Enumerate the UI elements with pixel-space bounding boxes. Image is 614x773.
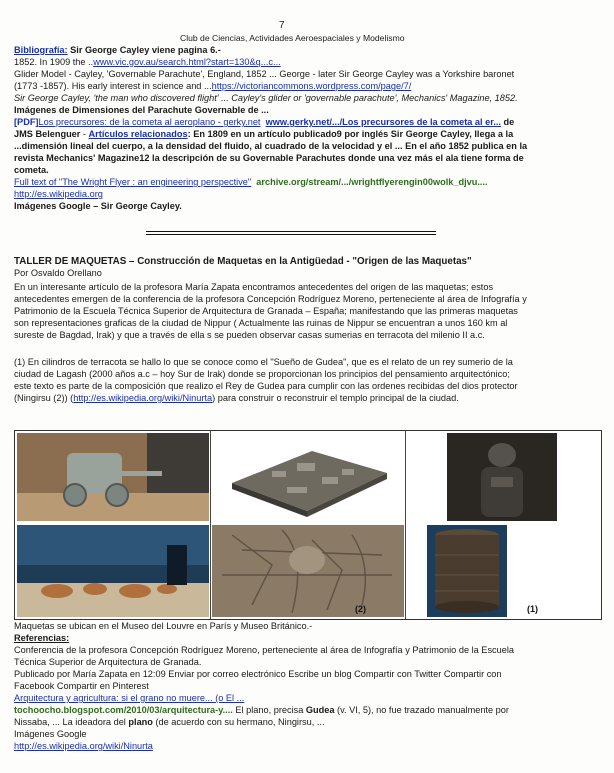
wright-flyer-link[interactable]: Full text of "The Wright Flyer : an engineering perspective"	[14, 177, 252, 187]
biblio-line-12	[14, 189, 103, 200]
paragraph-2-line-4	[14, 393, 459, 404]
image-label-1: (1)	[527, 604, 538, 614]
terracotta-animals-image	[17, 525, 209, 617]
biblio-line-7	[14, 129, 513, 140]
reference-text: plano	[128, 717, 153, 727]
bibliografia-label: Bibliografía:	[14, 45, 68, 55]
biblio-text: (1773 -1857). His early interest in science and ...	[14, 81, 212, 91]
paragraph-1-line-2: antecedentes emergen de la conferencia de la profesora Concepción Rodríguez Moreno, perteneciente al área de Infografía y	[14, 294, 527, 304]
biblio-line-1	[14, 57, 281, 68]
pdf-tag: [PDF]	[14, 117, 39, 127]
biblio-text: 1852. In 1909 the ..	[14, 57, 94, 67]
reference-line-1: Conferencia de la profesora Concepción Rodríguez Moreno, perteneciente al área de Infografía y Patrimonio de la Escuela	[14, 645, 514, 655]
biblio-line-10: cometa.	[14, 165, 49, 175]
paragraph-1-line-1: En un interesante artículo de la profesora María Zapata encontramos antecedentes del origen de las maquetas; estos	[14, 282, 494, 292]
arquitectura-link[interactable]: Arquitectura y agricultura: si el grano no muere... (o El ...	[14, 693, 245, 703]
biblio-line-3	[14, 81, 411, 92]
separator-line	[146, 231, 436, 235]
related-articles-link[interactable]: Artículos relacionados	[88, 129, 188, 139]
club-header: Club de Ciencias, Actividades Aeroespaciales y Modelismo	[180, 33, 405, 43]
paragraph-2-line-1: (1) En cilindros de terracota se hallo lo que se conoce como el "Sueño de Gudea", que es el relato de un rey sumerio de la	[14, 357, 513, 367]
paragraph-text: ) para construir o reconstruir el templo principal de la ciudad.	[212, 393, 459, 403]
reference-line-4: Facebook Compartir en Pinterest	[14, 681, 149, 691]
biblio-line-6	[14, 117, 514, 128]
paragraph-1-line-5: sureste de Bagdad, Irak) y que a través de ella s se pueden observar casas sumerias en terracota del milenio II a.c.	[14, 330, 485, 340]
reference-line-6	[14, 705, 509, 716]
wheeled-cart-image	[17, 433, 209, 521]
reference-line-3: Publicado por María Zapata en 12:09 Enviar por correo electrónico Escribe un blog Compartir con Twitter Compartir con	[14, 669, 502, 679]
reference-line-7	[14, 717, 325, 728]
biblio-line-2: Glider Model - Cayley, 'Governable Parachute', England, 1852 ... George - later Sir George Cayley was a Yorkshire baronet	[14, 69, 515, 79]
biblio-line-13: Imágenes Google – Sir George Cayley.	[14, 201, 182, 211]
gudea-cylinder-image	[407, 525, 599, 617]
image-label-2: (2)	[355, 604, 366, 614]
image-grid	[14, 430, 602, 620]
archive-url[interactable]: archive.org/stream/.../wrightflyerengin00wolk_djvu....	[256, 177, 488, 187]
victoriancommons-link[interactable]: https://victoriancommons.wordpress.com/page/7/	[211, 81, 412, 91]
page-number: 7	[279, 20, 285, 31]
paragraph-1-line-4: son representaciones graficas de la ciudad de Nippur ( Actualmente las ruinas de Nippur se encuentran a unos 160 km al	[14, 318, 508, 328]
reference-line-8: Imágenes Google	[14, 729, 87, 739]
nippur-city-model-image	[212, 433, 404, 521]
reference-text: Nissaba, ... La ideadora del	[14, 717, 129, 727]
reference-text: El plano, precisa	[232, 705, 306, 715]
wikipedia-link[interactable]: http://es.wikipedia.org	[14, 189, 103, 199]
paragraph-1-line-3: Patrimonio de la Escuela Técnica Superior de Arquitectura de Granada – España; manifestando que las primeras maquetas	[14, 306, 518, 316]
biblio-text: -	[80, 129, 89, 139]
vic-link[interactable]: www.vic.gov.au/search.html?start=130&q...c...	[93, 57, 281, 67]
references-label: Referencias:	[14, 633, 70, 643]
gerky-url-link[interactable]: www.gerky.net/.../Los precursores de la cometa al er...	[265, 117, 501, 127]
reference-line-2: Técnica Superior de Arquitectura de Granada.	[14, 657, 202, 667]
reference-text: Gudea	[305, 705, 335, 715]
paragraph-text: (Ningirsu (2)) (	[14, 393, 74, 403]
biblio-line-8: ...dimensión lineal del cuerpo, a la densidad del fluido, al cuadrado de la velocidad y el ... En el año 1852 publica en la	[14, 141, 528, 151]
ninurta-footer-link[interactable]: http://es.wikipedia.org/wiki/Ninurta	[14, 741, 153, 751]
assyrian-relief-image	[212, 525, 404, 617]
reference-line-5	[14, 693, 244, 704]
biblio-line-9: revista Mechanics' Magazine12 la descripción de su Governable Parachutes donde una vez más el ala tiene forma de	[14, 153, 524, 163]
bibliografia-intro: Sir George Cayley viene pagina 6.-	[67, 45, 221, 55]
biblio-text: : En 1809 en un artículo publicado9 por inglés Sir George Cayley, llega a la	[187, 129, 514, 139]
bibliografia-line	[14, 45, 221, 56]
author-name: JMS Belenguer	[14, 129, 81, 139]
gerky-link[interactable]: Los precursores: de la cometa al aeroplano - gerky.net	[38, 117, 261, 127]
biblio-text: de	[501, 117, 515, 127]
biblio-line-4: Sir George Cayley, 'the man who discovered flight' ... Cayley's glider or 'governable parachute', Mechanics' Magazine, 1852.	[14, 93, 518, 103]
ninurta-link[interactable]: http://es.wikipedia.org/wiki/Ninurta	[73, 393, 213, 403]
biblio-line-5: Imágenes de Dimensiones del Parachute Governable de ...	[14, 105, 269, 115]
biblio-line-11	[14, 177, 488, 188]
reference-line-9	[14, 741, 153, 752]
museum-note: Maquetas se ubican en el Museo del Louvre en París y Museo Británico.-	[14, 621, 313, 631]
section-author: Por Osvaldo Orellano	[14, 268, 102, 278]
section-title: TALLER DE MAQUETAS – Construcción de Maquetas en la Antigüedad - "Origen de las Maquetas"	[14, 256, 472, 267]
paragraph-2-line-3: este texto es parte de la composición que realizo el Rey de Gudea para cumplir con las ordenes recibidas del dios protector	[14, 381, 518, 391]
paragraph-2-line-2: ciudad de Lagash (2000 años a.c – hoy Sur de Irak) donde se proporcionan los principios del pensamiento arquitectónico;	[14, 369, 510, 379]
gudea-statue-image	[407, 433, 599, 521]
reference-text: (de acuerdo con su hermano, Ningirsu, ...	[152, 717, 325, 727]
blogspot-url[interactable]: tochoocho.blogspot.com/2010/03/arquitectura-y....	[14, 705, 233, 715]
reference-text: (v. VI, 5), no fue trazado manualmente por	[334, 705, 509, 715]
